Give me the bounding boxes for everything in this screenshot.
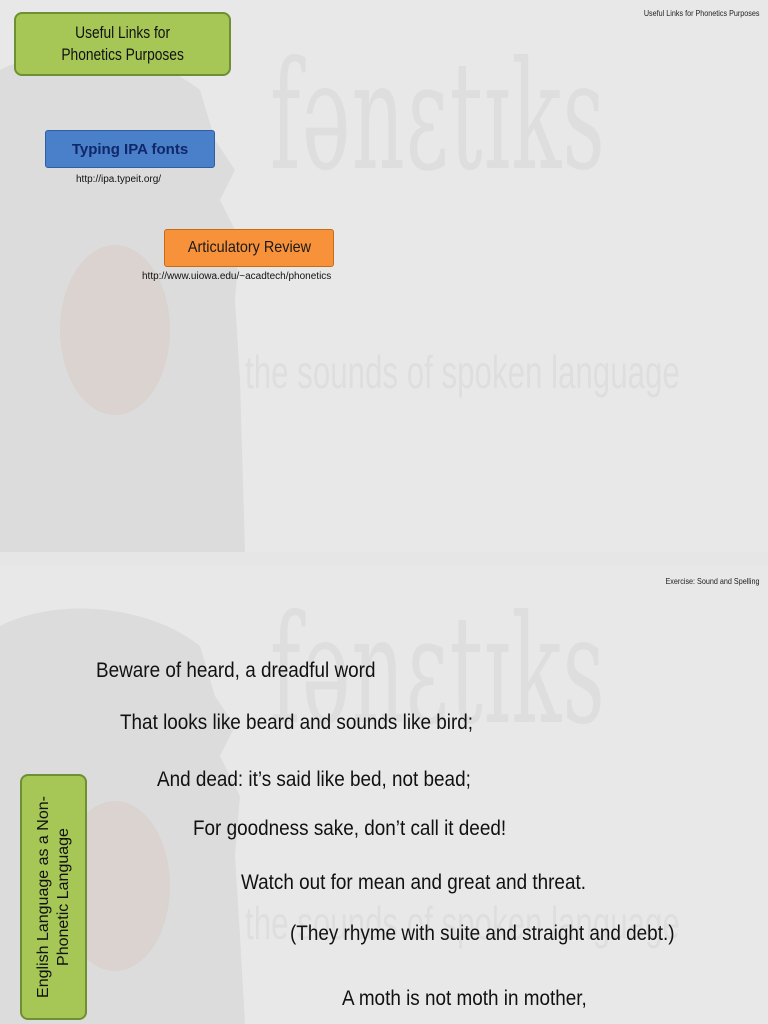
side-title-box (20, 774, 87, 1020)
poem-line: For goodness sake, don’t call it deed! (193, 817, 507, 840)
poem-line: A moth is not moth in mother, (342, 987, 587, 1010)
poem-line: Watch out for mean and great and threat. (241, 871, 586, 894)
poem-line: (They rhyme with suite and straight and debt.) (290, 922, 675, 945)
corner-label: Exercise: Sound and Spelling (665, 577, 760, 586)
side-title: English Language as a Non-Phonetic Language (34, 796, 72, 998)
poem-line: Beware of heard, a dreadful word (96, 659, 376, 682)
slide-title (14, 12, 231, 76)
slide-divider (0, 552, 768, 566)
corner-label: Useful Links for Phonetics Purposes (644, 9, 760, 18)
watermark-logo (270, 30, 606, 204)
title-line-1: Useful Links for (75, 23, 170, 42)
ipa-url-link[interactable]: http://ipa.typeit.org/ (76, 174, 162, 185)
poem-line: And dead: it’s said like bed, not bead; (157, 768, 471, 791)
slide-sound-and-spelling (0, 566, 768, 1024)
watermark-tagline (245, 345, 680, 399)
poem-line: That looks like beard and sounds like bird; (120, 711, 474, 734)
typing-ipa-fonts-button[interactable]: Typing IPA fonts (45, 130, 215, 168)
title-line-2: Phonetics Purposes (61, 45, 184, 64)
articulatory-review-label: Articulatory Review (187, 239, 311, 256)
articulatory-review-button[interactable] (164, 229, 334, 267)
articulatory-url-link[interactable]: http://www.uiowa.edu/~acadtech/phonetics (142, 271, 332, 282)
